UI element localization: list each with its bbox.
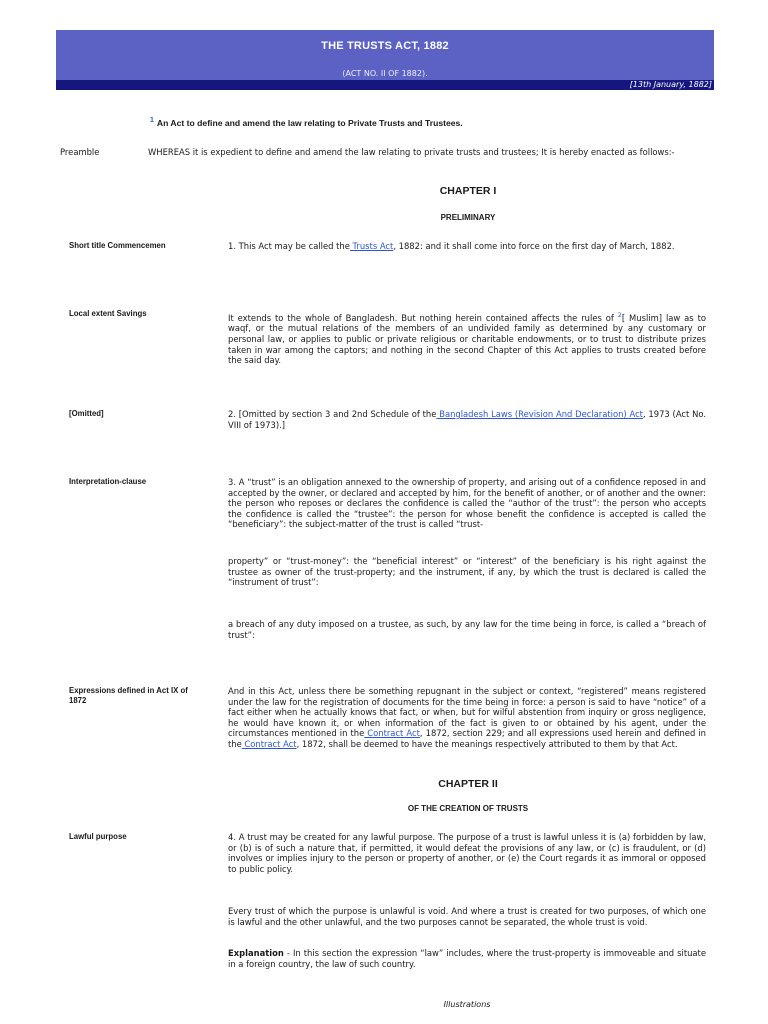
side-note-expressions: Expressions defined in Act IX of 1872 [69,686,188,705]
section-3-para-1: 3. A “trust” is an obligation annexed to the ownership of property, and arising out of a confidence reposed in and accepted by the owner, or declared and accepted by him, for the benefit of another, or of another and the owner: the person who reposes or declares the confidence is called the “author of the trust”: the person who accepts the confidence is called the “trustee”: the person for whose benefit the confidence is accepted is called the “beneficiary”: the subject-matter of the trust is called “trust- [228,477,706,530]
expressions-text [228,686,706,750]
long-title-text: An Act to define and amend the law relating to Private Trusts and Trustees. [156,118,463,128]
section-4-para-2: Every trust of which the purpose is unlawful is void. And where a trust is created for two purposes, of which one is lawful and the other unlawful, and the two purposes cannot be separated, the whole trust is void. [228,906,706,927]
preamble-text: WHEREAS it is expedient to define and amend the law relating to private trusts and trustees; It is hereby enacted as follows:- [148,147,675,157]
footnote-1-link[interactable]: 1 [150,117,154,124]
footnote-2-link[interactable]: 2 [617,311,622,319]
contract-act-link-2[interactable]: Contract Act [241,738,297,749]
chapter-2-subtitle: OF THE CREATION OF TRUSTS [407,804,529,813]
local-extent-text-a: It extends to the whole of Bangladesh. But nothing herein contained affects the rules of [228,312,618,323]
side-note-lawful-purpose: Lawful purpose [69,832,127,841]
side-note-omitted: [Omitted] [69,409,104,418]
chapter-1-heading: CHAPTER I [439,185,497,197]
section-2-text-a: 2. [Omitted by section 3 and 2nd Schedule of the [228,409,437,419]
expressions-text-b: , 1872, section 229; and all expressions used herein and defined in the [228,728,706,749]
local-extent-text-b: [ Muslim] law as to waqf, or the mutual relations of the members of an undivided family as determined by any customary or personal law, or applies to public or private religious or charitable endowments, or to trust to distribute prizes taken in war among the captors; and nothing in the second Chapter of this Act applies to trusts created before the said day. [228,312,706,366]
explanation-label: Explanation [228,948,284,958]
section-1-text [228,241,706,252]
section-4-explanation [228,948,706,969]
enactment-date: [13th January, 1882] [629,80,712,89]
trusts-act-link[interactable]: Trusts Act [349,241,394,251]
illustrations-heading: Illustrations [443,1000,491,1009]
expressions-text-c: , 1872, shall be deemed to have the meanings respectively attributed to them by that Act. [296,738,678,749]
chapter-2-heading: CHAPTER II [438,778,498,790]
side-note-local-extent: Local extent Savings [69,309,147,318]
section-3-para-3: a breach of any duty imposed on a trustee, as such, by any law for the time being in force, is called a “breach of trust”: [228,619,706,640]
section-1-text-b: , 1882: and it shall come into force on the first day of March, 1882. [393,241,675,251]
act-title: THE TRUSTS ACT, 1882 [321,40,449,52]
preamble-label: Preamble [60,147,100,157]
long-title [150,116,463,129]
section-1-text-a: 1. This Act may be called the [228,241,350,251]
date-bar [56,80,714,90]
side-note-interpretation: Interpretation-clause [69,477,147,486]
expressions-text-a: And in this Act, unless there be something repugnant in the subject or context, “registered” means registered under the law for the registration of documents for the time being in force: a person is said to have “notice” of a fact either when he actually knows that fact, or when, but for wilful abstention from inquiry or gross negligence, he would have known it, or when information of the fact is given to or obtained by his agent, under the circumstances mentioned in the [228,686,706,739]
explanation-text: - In this section the expression “law” includes, where the trust-property is immoveable and situate in a foreign country, the law of such country. [228,948,706,969]
act-number: (ACT NO. II OF 1882). [342,69,428,78]
bangladesh-laws-act-link[interactable]: Bangladesh Laws (Revision And Declaration) Act [436,409,643,419]
chapter-1-subtitle: PRELIMINARY [440,213,496,222]
side-note-short-title: Short title Commencemen [69,241,166,250]
section-4-para-1: 4. A trust may be created for any lawful purpose. The purpose of a trust is lawful unless it is (a) forbidden by law, or (b) is of such a nature that, if permitted, it would defeat the provisions of any law, or (c) is fraudulent, or (d) involves or implies injury to the person or property of another, or (e) the Court regards it as immoral or opposed to public policy. [228,832,706,874]
section-2-text [228,409,706,430]
section-3-para-2: property” or “trust-money”: the “beneficial interest” or “interest” of the beneficiary is his right against the trustee as owner of the trust-property; and the instrument, if any, by which the trust is declared is called the “instrument of trust”: [228,556,706,588]
contract-act-link-1[interactable]: Contract Act [364,728,420,739]
section-2-text-b: , 1973 (Act No. VIII of 1973).] [228,409,706,430]
local-extent-text [228,310,706,366]
